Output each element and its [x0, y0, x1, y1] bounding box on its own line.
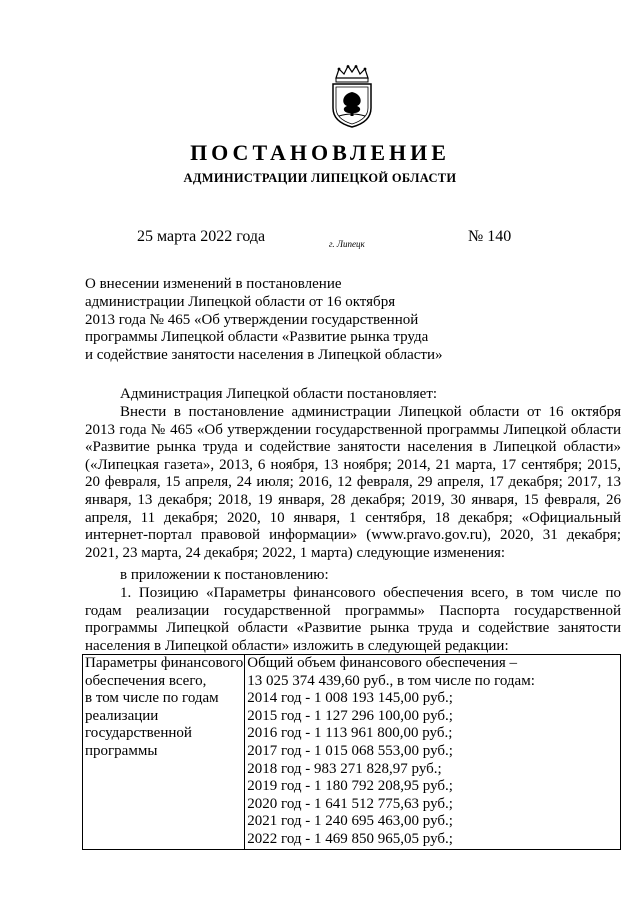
value-cell: [245, 655, 621, 850]
year-row: 2017 год - 1 015 068 553,00 руб.;: [247, 742, 453, 759]
year-row: 2014 год - 1 008 193 145,00 руб.;: [247, 690, 453, 707]
parameter-line: в том числе по годам: [85, 690, 219, 707]
document-subtitle: АДМИНИСТРАЦИИ ЛИПЕЦКОЙ ОБЛАСТИ: [183, 171, 457, 185]
document-city: г. Липецк: [329, 239, 365, 249]
subject-line: администрации Липецкой области от 16 октября: [85, 293, 396, 310]
year-row: 2022 год - 1 469 850 965,05 руб.;: [247, 830, 453, 847]
subject-line: О внесении изменений в постановление: [85, 276, 342, 292]
financing-table: [82, 654, 621, 850]
year-row: 2018 год - 983 271 828,97 руб.;: [247, 760, 442, 777]
year-row: 2019 год - 1 180 792 208,95 руб.;: [247, 778, 453, 795]
subject-line: 2013 года № 465 «Об утверждении государственной: [85, 311, 419, 328]
parameter-line: государственной: [85, 725, 192, 742]
parameter-line: обеспечения всего,: [85, 672, 207, 689]
document-title: ПОСТАНОВЛЕНИЕ: [190, 140, 450, 165]
amendment-paragraph: Внести в постановление администрации Липецкой области от 16 октября 2013 года № 465 «Об утверждении государственной программы Липецкой области «Развитие рынка труда и содействие занятости населения в Липецкой области» («Липецкая газета», 2013, 6 ноября, 13 ноября; 2014, 21 марта, 17 сентября; 2015, 20 февраля, 15 апреля, 24 июля; 2016, 12 февраля, 29 апреля, 17 декабря; 2017, 13 января, 13 декабря; 2018, 19 января, 28 декабря; 2019, 30 января, 15 февраля, 26 апреля, 11 декабря; 2020, 10 января, 1 сентября, 18 декабря; «Официальный интернет-портал правовой информации» (www.pravo.gov.ru), 2020, 31 декабря; 2021, 23 марта, 24 декабря; 2022, 1 марта) следующие изменения:: [85, 404, 621, 561]
table-row: [83, 655, 621, 850]
total-line: Общий объем финансового обеспечения –: [247, 655, 517, 671]
parameter-cell: [83, 655, 245, 850]
document-number: № 140: [468, 228, 512, 245]
year-row: 2016 год - 1 113 961 800,00 руб.;: [247, 725, 453, 742]
subject-line: программы Липецкой области «Развитие рынка труда: [85, 329, 429, 346]
year-row: 2020 год - 1 641 512 775,63 руб.;: [247, 795, 453, 812]
total-line: 13 025 374 439,60 руб., в том числе по годам:: [247, 672, 535, 689]
parameter-line: реализации: [85, 707, 159, 724]
document-subject: [85, 276, 465, 365]
year-row: 2021 год - 1 240 695 463,00 руб.;: [247, 813, 453, 830]
document-date: 25 марта 2022 года: [137, 228, 266, 245]
decree-paragraph: Администрация Липецкой области постановляет:: [120, 386, 438, 402]
parameter-line: Параметры финансового: [85, 655, 244, 671]
item-1-paragraph: 1. Позицию «Параметры финансового обеспечения всего, в том числе по годам реализации государственной программы» Паспорта государственной программы Липецкой области «Развитие рынка труда и содействие занятости населения в Липецкой области» изложить в следующей редакции:: [85, 585, 621, 654]
annex-paragraph: в приложении к постановлению:: [120, 567, 329, 583]
coat-of-arms-icon: [327, 64, 377, 128]
year-row: 2015 год - 1 127 296 100,00 руб.;: [247, 707, 453, 724]
subject-line: и содействие занятости населения в Липецкой области»: [85, 347, 443, 364]
parameter-line: программы: [85, 742, 158, 759]
